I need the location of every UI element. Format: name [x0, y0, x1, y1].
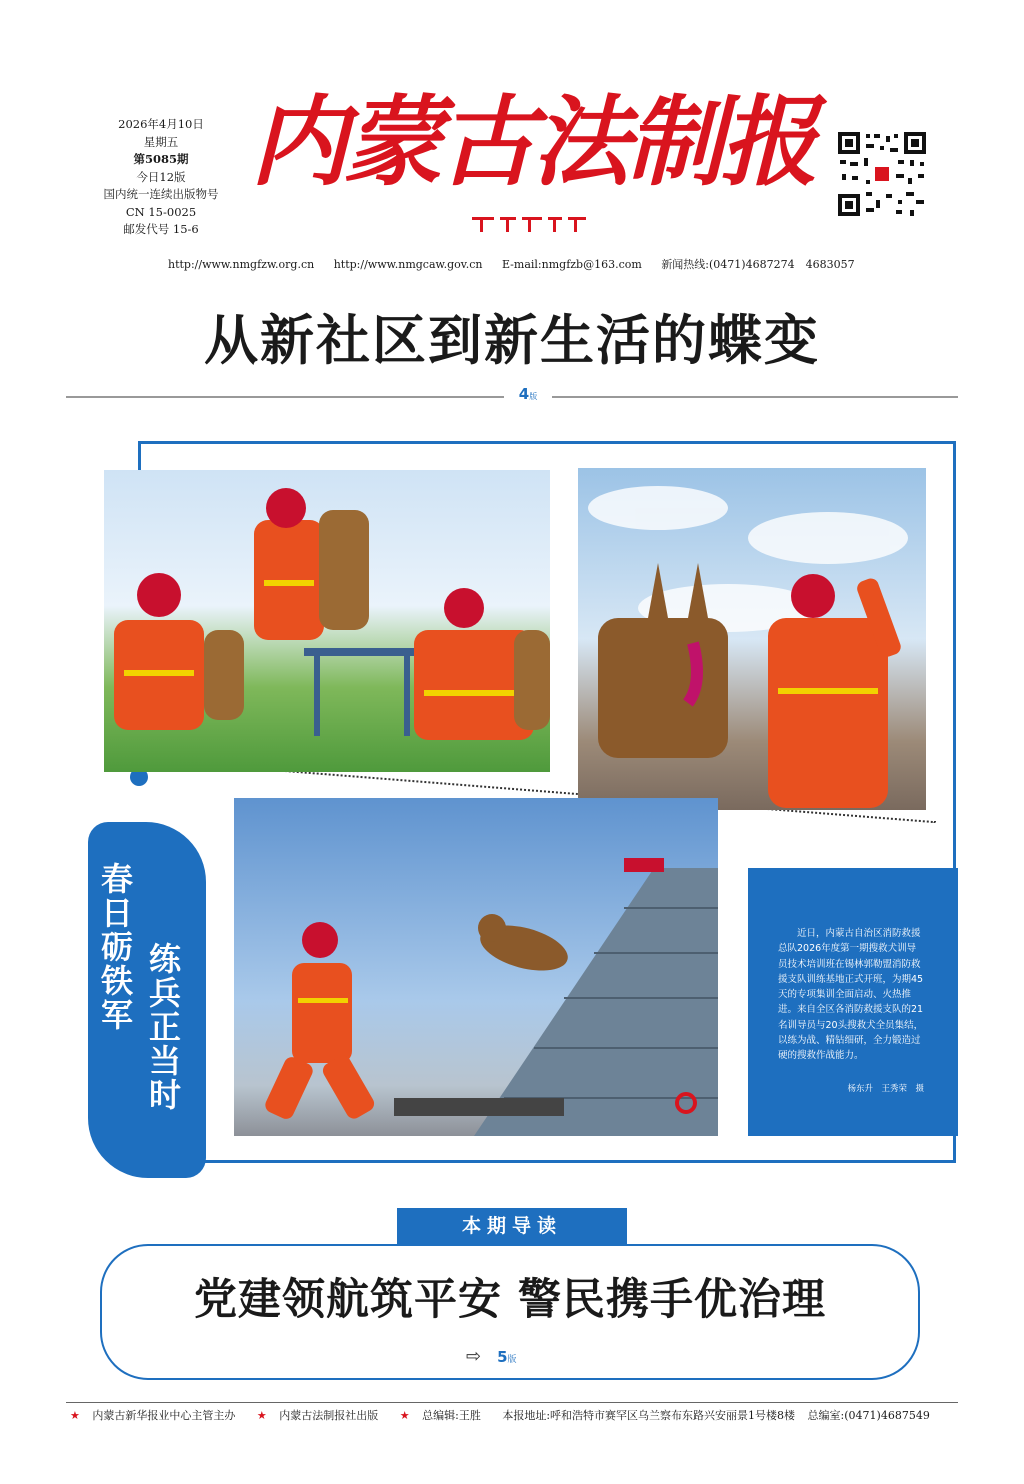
star-icon: ★ — [70, 1409, 80, 1422]
footer-divider — [66, 1402, 958, 1403]
photo-rescuers-with-dogs[interactable] — [104, 470, 550, 772]
lead-headline[interactable]: 从新社区到新生活的蝶变 — [204, 308, 820, 372]
footer-publisher: 内蒙古法制报社出版 — [279, 1409, 379, 1422]
contact-line — [168, 256, 868, 272]
mongolian-script-logo — [470, 214, 590, 234]
guide-headline[interactable]: 党建领航筑平安 警民携手优治理 — [194, 1275, 826, 1325]
photo-rescuer-pointing[interactable] — [578, 468, 926, 810]
issue-number: 第5085期 — [133, 152, 189, 166]
website-link-1[interactable]: http://www.nmgfzw.org.cn — [168, 258, 315, 271]
postal-code: 邮发代号 15-6 — [123, 222, 199, 236]
footer-sponsor: 内蒙古新华报业中心主管主办 — [92, 1409, 236, 1422]
star-icon: ★ — [256, 1409, 267, 1422]
masthead-meta — [96, 116, 226, 239]
page-number: 4 — [518, 385, 530, 403]
serial-label: 国内统一连续出版物号 — [103, 187, 219, 201]
feature-title-line-1[interactable]: 春日砺铁军 — [96, 862, 134, 1032]
newspaper-logo: 内蒙古法制报 — [250, 85, 815, 200]
feature-title-line-2[interactable]: 练兵正当时 — [144, 942, 182, 1112]
guide-page-suffix: 版 — [507, 1355, 517, 1365]
guide-tab: 本期导读 — [397, 1208, 627, 1244]
guide-page-number: 5 — [497, 1348, 508, 1366]
page-suffix: 版 — [529, 392, 538, 401]
qr-code-icon — [836, 130, 928, 218]
footer-office-phone: 总编室:(0471)4687549 — [807, 1409, 930, 1422]
star-icon: ★ — [399, 1409, 410, 1422]
footer-address: 本报地址:呼和浩特市赛罕区乌兰察布东路兴安丽景1号楼8楼 — [502, 1409, 796, 1422]
photo-credit: 杨东升 王秀荣 摄 — [847, 1084, 924, 1094]
footer-editor: 总编辑:王胜 — [422, 1409, 481, 1422]
page-reference[interactable] — [504, 384, 552, 406]
guide-page-reference[interactable] — [466, 1346, 586, 1367]
issue-date: 2026年4月10日 — [118, 117, 204, 131]
arrow-right-icon: ⇨ — [466, 1346, 482, 1367]
website-link-2[interactable]: http://www.nmgcaw.gov.cn — [333, 258, 483, 271]
edition-count: 今日12版 — [136, 169, 186, 184]
issue-weekday: 星期五 — [143, 134, 179, 149]
email-link[interactable]: E-mail:nmgfzb@163.com — [501, 258, 642, 271]
cn-number: CN 15-0025 — [125, 204, 197, 219]
photo-caption: 近日，内蒙古自治区消防救援总队2026年度第一期搜救犬训导员技术培训班在锡林郭勒盟消防救援支队训练基地正式开班，为期45天的专项集训全面启动、火热推进。来自全区各消防救援支队的21名训导员与20头搜救犬全员集结，以练为战、精钻细研，全力锻造过硬的搜救作战能力。 — [778, 928, 924, 1062]
photo-dog-jumping[interactable] — [234, 798, 718, 1136]
footer — [70, 1407, 970, 1423]
news-hotline: 新闻热线:(0471)4687274 4683057 — [661, 258, 855, 271]
